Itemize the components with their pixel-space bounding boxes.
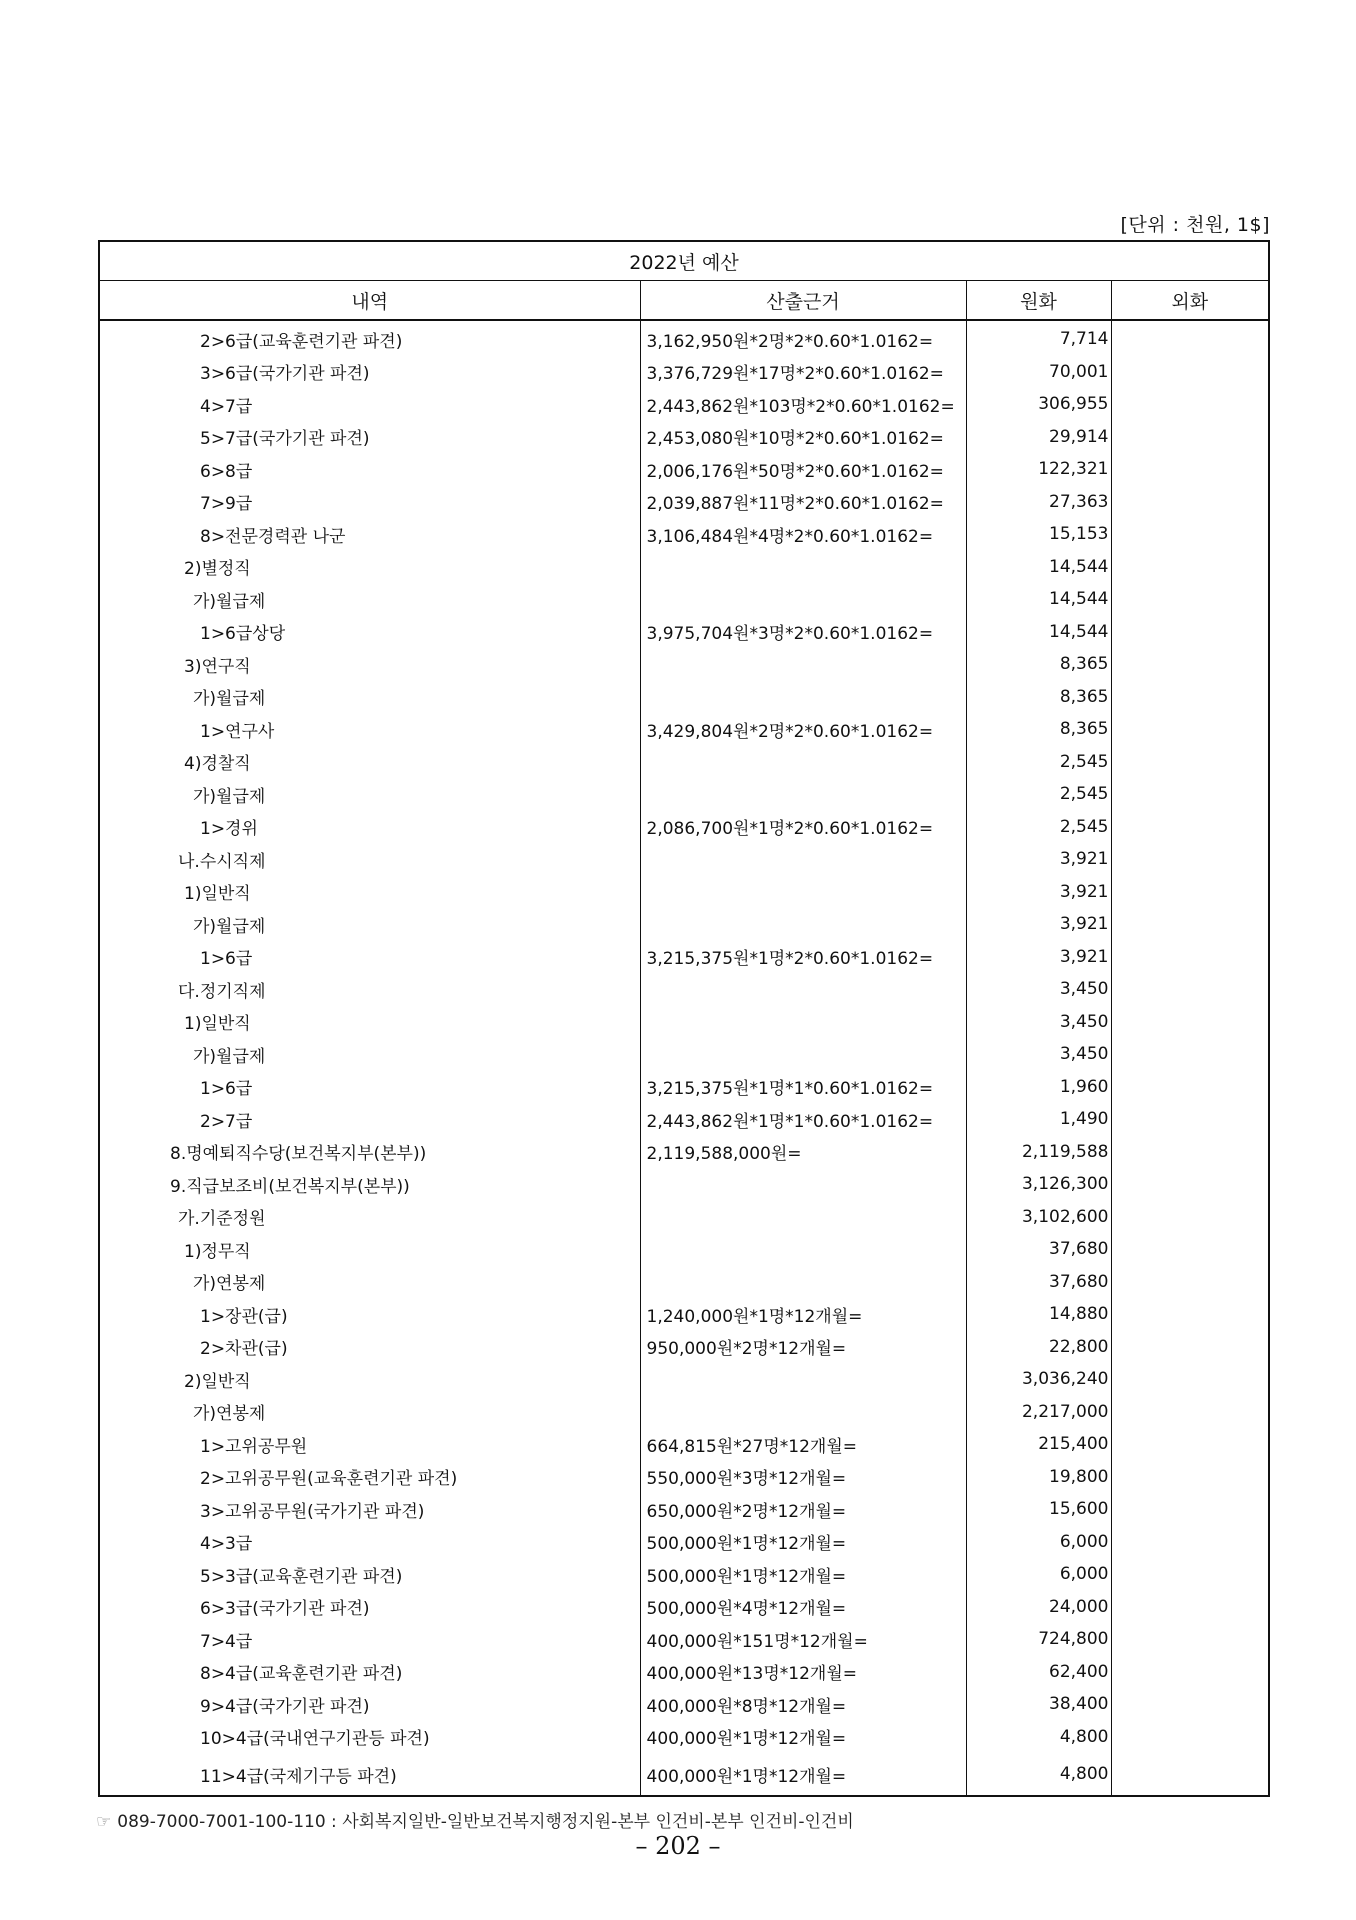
row-basis [640,681,966,714]
row-foreign [1111,320,1269,356]
table-row [99,551,1269,584]
row-basis [640,778,966,811]
row-foreign [1111,1396,1269,1429]
row-basis: 3,975,704원*3명*2*0.60*1.0162= [640,616,966,649]
row-foreign [1111,1428,1269,1461]
row-krw: 2,545 [966,811,1111,844]
row-item: 6>3급(국가기관 파견) [99,1591,640,1624]
row-item: 가)월급제 [99,778,640,811]
row-item: 8.명예퇴직수당(보건복지부(본부)) [99,1136,640,1169]
row-foreign [1111,1103,1269,1136]
table-row [99,1331,1269,1364]
row-foreign [1111,616,1269,649]
row-krw: 14,544 [966,616,1111,649]
row-item: 2)일반직 [99,1363,640,1396]
table-row [99,388,1269,421]
table-row [99,421,1269,454]
table-row [99,843,1269,876]
table-row [99,648,1269,681]
row-krw: 3,921 [966,843,1111,876]
table-row [99,616,1269,649]
table-row [99,1591,1269,1624]
row-krw: 8,365 [966,713,1111,746]
table-title: 2022년 예산 [99,241,1269,281]
row-foreign [1111,1071,1269,1104]
row-item: 4)경찰직 [99,746,640,779]
row-krw: 1,490 [966,1103,1111,1136]
row-basis [640,1396,966,1429]
table-row [99,1396,1269,1429]
row-item: 2>고위공무원(교육훈련기관 파견) [99,1461,640,1494]
row-krw: 15,600 [966,1493,1111,1526]
header-basis: 산출근거 [640,281,966,321]
row-krw: 3,921 [966,876,1111,909]
table-row [99,973,1269,1006]
row-basis [640,648,966,681]
row-foreign [1111,1656,1269,1689]
row-basis: 400,000원*1명*12개월= [640,1753,966,1796]
row-basis: 3,215,375원*1명*2*0.60*1.0162= [640,941,966,974]
row-basis: 500,000원*4명*12개월= [640,1591,966,1624]
row-basis [640,1363,966,1396]
row-basis [640,1201,966,1234]
table-row [99,746,1269,779]
row-item: 9>4급(국가기관 파견) [99,1688,640,1721]
table-row [99,1721,1269,1754]
header-item: 내역 [99,281,640,321]
row-basis: 3,376,729원*17명*2*0.60*1.0162= [640,356,966,389]
row-item: 2)별정직 [99,551,640,584]
row-krw: 306,955 [966,388,1111,421]
row-item: 2>차관(급) [99,1331,640,1364]
table-body [99,320,1269,1796]
row-basis [640,908,966,941]
row-basis [640,746,966,779]
row-foreign [1111,973,1269,1006]
row-foreign [1111,1623,1269,1656]
table-row [99,486,1269,519]
table-row [99,811,1269,844]
row-krw: 27,363 [966,486,1111,519]
row-krw: 3,921 [966,908,1111,941]
row-basis [640,1168,966,1201]
row-krw: 3,921 [966,941,1111,974]
table-row [99,1461,1269,1494]
table-row [99,518,1269,551]
row-krw: 14,880 [966,1298,1111,1331]
row-basis: 950,000원*2명*12개월= [640,1331,966,1364]
row-foreign [1111,1493,1269,1526]
row-basis [640,876,966,909]
row-krw: 3,450 [966,973,1111,1006]
row-krw: 6,000 [966,1558,1111,1591]
table-row [99,1038,1269,1071]
row-item: 가.기준정원 [99,1201,640,1234]
row-krw: 14,544 [966,551,1111,584]
row-item: 1)정무직 [99,1233,640,1266]
row-item: 가)월급제 [99,908,640,941]
row-foreign [1111,1753,1269,1796]
row-foreign [1111,681,1269,714]
row-foreign [1111,648,1269,681]
row-foreign [1111,713,1269,746]
row-basis [640,1006,966,1039]
row-basis: 2,443,862원*1명*1*0.60*1.0162= [640,1103,966,1136]
row-foreign [1111,421,1269,454]
row-item: 1>경위 [99,811,640,844]
row-item: 5>3급(교육훈련기관 파견) [99,1558,640,1591]
row-basis: 1,240,000원*1명*12개월= [640,1298,966,1331]
row-foreign [1111,746,1269,779]
row-foreign [1111,551,1269,584]
row-foreign [1111,356,1269,389]
table-row [99,1168,1269,1201]
pointing-hand-icon: ☞ [96,1812,112,1832]
row-basis: 650,000원*2명*12개월= [640,1493,966,1526]
row-item: 나.수시직제 [99,843,640,876]
row-item: 8>전문경력관 나군 [99,518,640,551]
row-krw: 37,680 [966,1266,1111,1299]
row-item: 가)월급제 [99,1038,640,1071]
row-krw: 2,217,000 [966,1396,1111,1429]
row-item: 1)일반직 [99,1006,640,1039]
row-item: 가)연봉제 [99,1396,640,1429]
row-krw: 62,400 [966,1656,1111,1689]
row-foreign [1111,908,1269,941]
row-basis: 400,000원*1명*12개월= [640,1721,966,1754]
row-krw: 1,960 [966,1071,1111,1104]
row-basis: 2,086,700원*1명*2*0.60*1.0162= [640,811,966,844]
footnote-text: 089-7000-7001-100-110 : 사회복지일반-일반보건복지행정지원-본부 인건비-본부 인건비-인건비 [117,1812,854,1832]
page-number: – 202 – [635,1832,721,1860]
row-krw: 3,126,300 [966,1168,1111,1201]
row-item: 8>4급(교육훈련기관 파견) [99,1656,640,1689]
row-basis: 3,162,950원*2명*2*0.60*1.0162= [640,320,966,356]
row-krw: 7,714 [966,320,1111,356]
row-krw: 29,914 [966,421,1111,454]
row-item: 1)일반직 [99,876,640,909]
row-basis: 2,443,862원*103명*2*0.60*1.0162= [640,388,966,421]
row-item: 1>6급 [99,941,640,974]
row-foreign [1111,1461,1269,1494]
row-foreign [1111,811,1269,844]
row-krw: 15,153 [966,518,1111,551]
row-item: 3>6급(국가기관 파견) [99,356,640,389]
table-row [99,1136,1269,1169]
table-row [99,1688,1269,1721]
row-foreign [1111,1526,1269,1559]
row-item: 7>9급 [99,486,640,519]
table-row [99,1006,1269,1039]
row-item: 9.직급보조비(보건복지부(본부)) [99,1168,640,1201]
row-item: 1>6급 [99,1071,640,1104]
row-krw: 22,800 [966,1331,1111,1364]
row-basis [640,973,966,1006]
row-basis: 2,039,887원*11명*2*0.60*1.0162= [640,486,966,519]
row-basis: 3,106,484원*4명*2*0.60*1.0162= [640,518,966,551]
row-foreign [1111,1266,1269,1299]
table-row [99,1201,1269,1234]
table-row [99,1753,1269,1796]
row-item: 1>연구사 [99,713,640,746]
row-basis: 664,815원*27명*12개월= [640,1428,966,1461]
row-krw: 37,680 [966,1233,1111,1266]
table-row [99,1233,1269,1266]
row-basis: 3,215,375원*1명*1*0.60*1.0162= [640,1071,966,1104]
row-item: 4>3급 [99,1526,640,1559]
table-row [99,908,1269,941]
row-item: 2>6급(교육훈련기관 파견) [99,320,640,356]
row-foreign [1111,1168,1269,1201]
header-krw: 원화 [966,281,1111,321]
row-foreign [1111,1201,1269,1234]
table-row [99,713,1269,746]
row-item: 2>7급 [99,1103,640,1136]
row-foreign [1111,1688,1269,1721]
row-item: 다.정기직제 [99,973,640,1006]
row-item: 11>4급(국제기구등 파견) [99,1753,640,1796]
row-krw: 24,000 [966,1591,1111,1624]
row-krw: 3,450 [966,1038,1111,1071]
row-item: 1>장관(급) [99,1298,640,1331]
row-basis [640,843,966,876]
footnote [96,1807,854,1832]
row-foreign [1111,1038,1269,1071]
row-foreign [1111,941,1269,974]
row-krw: 122,321 [966,453,1111,486]
row-krw: 2,545 [966,746,1111,779]
row-foreign [1111,1363,1269,1396]
row-foreign [1111,1721,1269,1754]
row-basis: 500,000원*1명*12개월= [640,1526,966,1559]
row-krw: 38,400 [966,1688,1111,1721]
table-row [99,1266,1269,1299]
table-row [99,583,1269,616]
unit-label: [단위 : 천원, 1$] [1120,214,1270,236]
table-row [99,1071,1269,1104]
row-basis: 400,000원*8명*12개월= [640,1688,966,1721]
row-item: 10>4급(국내연구기관등 파견) [99,1721,640,1754]
row-krw: 2,545 [966,778,1111,811]
table-row [99,681,1269,714]
table-row [99,1526,1269,1559]
row-basis [640,551,966,584]
table-row [99,1656,1269,1689]
row-item: 가)월급제 [99,681,640,714]
row-krw: 215,400 [966,1428,1111,1461]
table-row [99,1103,1269,1136]
row-basis: 2,453,080원*10명*2*0.60*1.0162= [640,421,966,454]
row-foreign [1111,1331,1269,1364]
row-krw: 19,800 [966,1461,1111,1494]
row-basis [640,1233,966,1266]
row-item: 가)월급제 [99,583,640,616]
row-foreign [1111,486,1269,519]
row-foreign [1111,1298,1269,1331]
row-basis: 550,000원*3명*12개월= [640,1461,966,1494]
table-row [99,1493,1269,1526]
row-item: 5>7급(국가기관 파견) [99,421,640,454]
row-krw: 4,800 [966,1753,1111,1796]
row-krw: 6,000 [966,1526,1111,1559]
row-basis: 400,000원*151명*12개월= [640,1623,966,1656]
row-krw: 14,544 [966,583,1111,616]
table-row [99,1428,1269,1461]
table-row [99,453,1269,486]
row-basis [640,1266,966,1299]
row-item: 1>고위공무원 [99,1428,640,1461]
row-krw: 2,119,588 [966,1136,1111,1169]
row-item: 7>4급 [99,1623,640,1656]
row-foreign [1111,778,1269,811]
table-row [99,1623,1269,1656]
table-row [99,778,1269,811]
row-basis [640,1038,966,1071]
row-foreign [1111,583,1269,616]
row-krw: 8,365 [966,648,1111,681]
row-krw: 724,800 [966,1623,1111,1656]
row-foreign [1111,1558,1269,1591]
row-foreign [1111,843,1269,876]
header-foreign: 외화 [1111,281,1269,321]
row-basis [640,583,966,616]
row-foreign [1111,876,1269,909]
table-row [99,941,1269,974]
row-item: 6>8급 [99,453,640,486]
table-row [99,356,1269,389]
table-row [99,320,1269,356]
table-row [99,1558,1269,1591]
table-row [99,1298,1269,1331]
row-krw: 4,800 [966,1721,1111,1754]
row-item: 3>고위공무원(국가기관 파견) [99,1493,640,1526]
table-row [99,876,1269,909]
row-item: 3)연구직 [99,648,640,681]
row-basis: 2,006,176원*50명*2*0.60*1.0162= [640,453,966,486]
row-basis: 400,000원*13명*12개월= [640,1656,966,1689]
row-krw: 70,001 [966,356,1111,389]
row-foreign [1111,388,1269,421]
row-foreign [1111,453,1269,486]
row-item: 4>7급 [99,388,640,421]
row-foreign [1111,1233,1269,1266]
row-krw: 3,102,600 [966,1201,1111,1234]
row-krw: 3,036,240 [966,1363,1111,1396]
row-krw: 8,365 [966,681,1111,714]
budget-table [98,240,1270,1797]
row-basis: 3,429,804원*2명*2*0.60*1.0162= [640,713,966,746]
row-krw: 3,450 [966,1006,1111,1039]
row-foreign [1111,1136,1269,1169]
row-basis: 2,119,588,000원= [640,1136,966,1169]
row-foreign [1111,518,1269,551]
row-basis: 500,000원*1명*12개월= [640,1558,966,1591]
row-item: 가)연봉제 [99,1266,640,1299]
row-item: 1>6급상당 [99,616,640,649]
table-row [99,1363,1269,1396]
row-foreign [1111,1006,1269,1039]
row-foreign [1111,1591,1269,1624]
